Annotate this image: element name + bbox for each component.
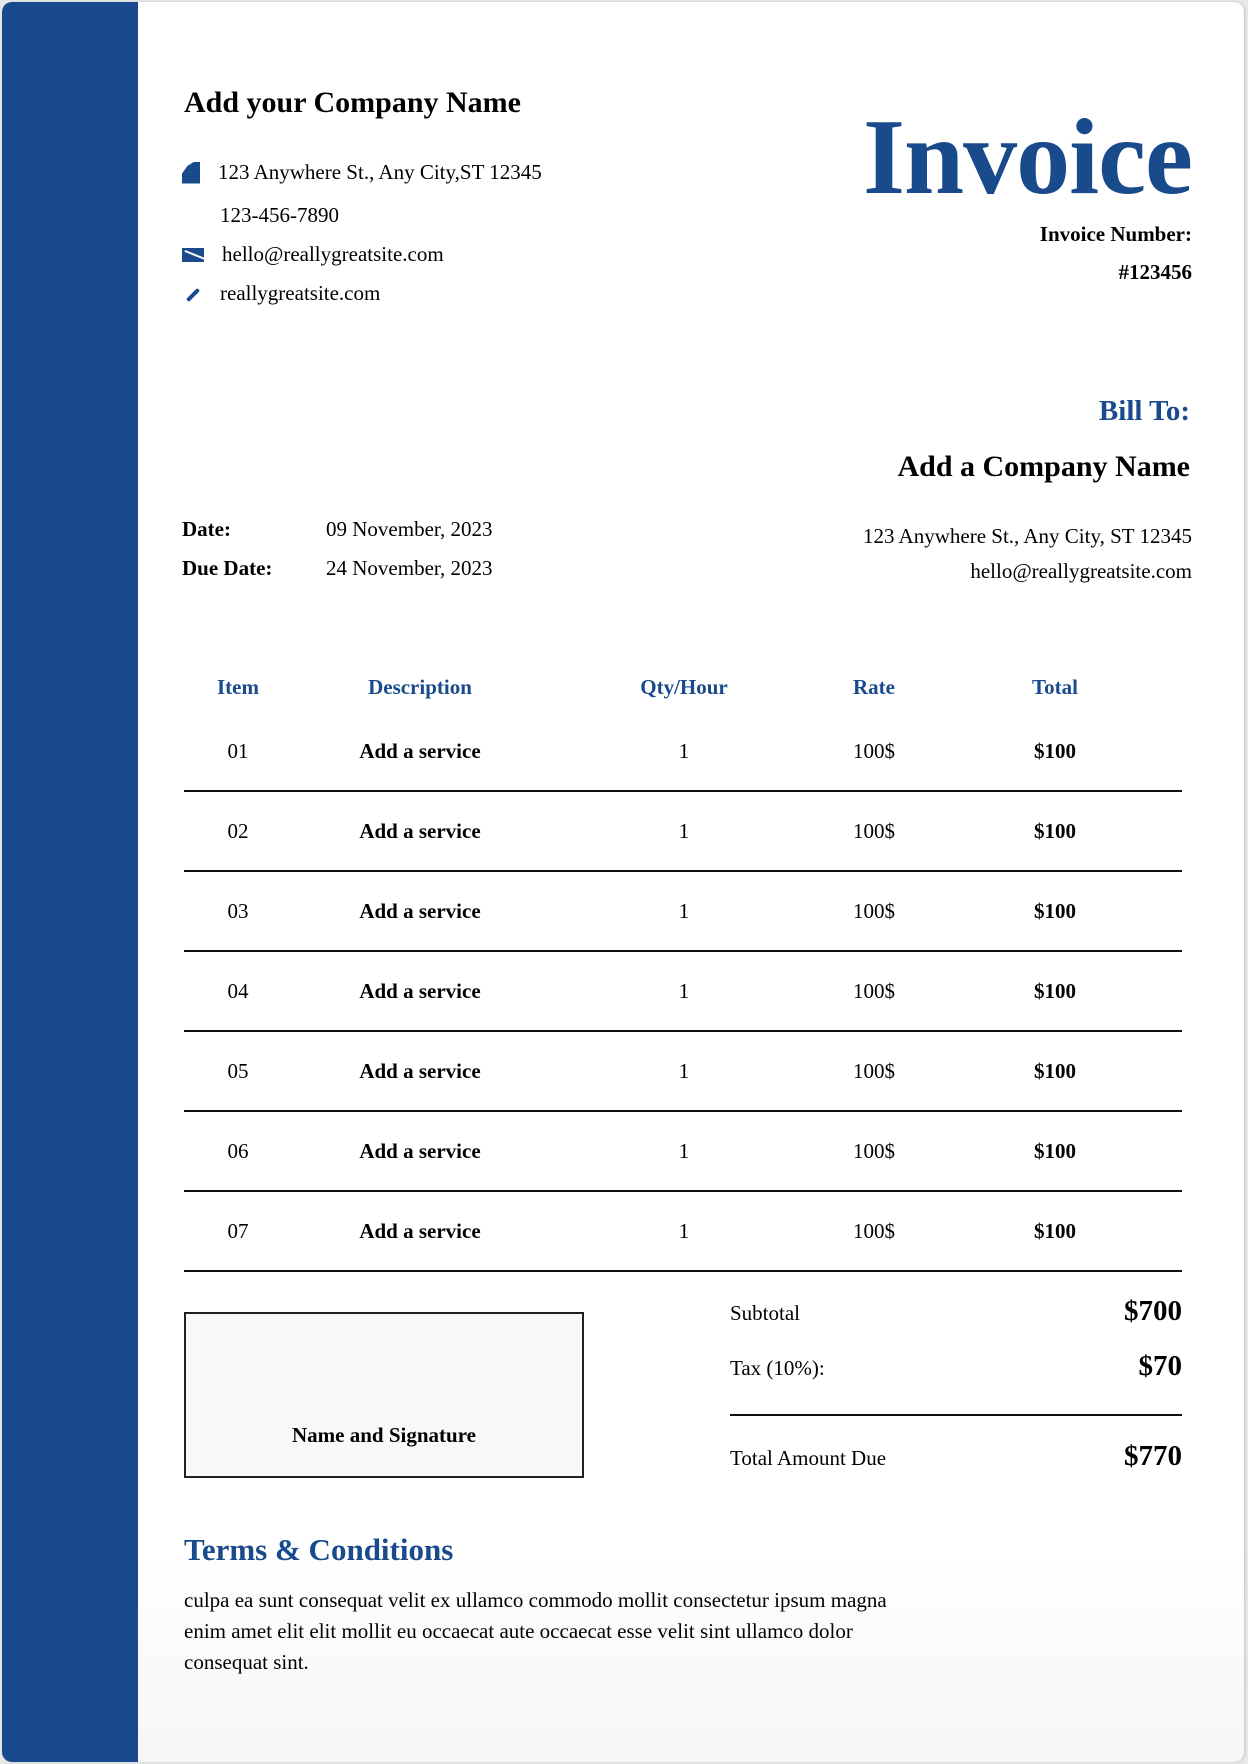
cell-total: $100 xyxy=(1034,978,1076,1003)
cell-total: $100 xyxy=(1034,1218,1076,1243)
cell-description: Add a service xyxy=(359,738,481,763)
tax-label: Tax (10%): xyxy=(730,1356,825,1380)
cell-total: $100 xyxy=(1034,738,1076,763)
phone-icon xyxy=(182,206,202,226)
cell-description: Add a service xyxy=(359,818,481,843)
cell-rate: 100$ xyxy=(853,818,895,843)
accent-side-bar xyxy=(2,2,138,1762)
total-due-row xyxy=(730,1440,1182,1473)
cell-qty: 1 xyxy=(678,818,690,843)
cell-rate: 100$ xyxy=(853,978,895,1003)
total-due-label: Total Amount Due xyxy=(730,1446,887,1470)
cell-qty: 1 xyxy=(678,1138,690,1163)
table-row xyxy=(184,712,1182,792)
table-row xyxy=(184,792,1182,872)
invoice-number-value: #123456 xyxy=(1118,260,1192,284)
cell-rate: 100$ xyxy=(853,1138,895,1163)
tax-row xyxy=(730,1350,1182,1383)
signature-label: Name and Signature xyxy=(292,1423,476,1447)
cell-rate: 100$ xyxy=(853,1058,895,1083)
bill-to-company: Add a Company Name xyxy=(897,450,1190,483)
tax-value: $70 xyxy=(1138,1350,1182,1382)
line-items-table xyxy=(184,662,1182,1272)
subtotal-row xyxy=(730,1295,1182,1328)
date-value: 09 November, 2023 xyxy=(326,517,493,541)
terms-title: Terms & Conditions xyxy=(184,1532,454,1567)
contact-address-text: 123 Anywhere St., Any City,ST 12345 xyxy=(218,160,542,184)
cell-description: Add a service xyxy=(359,898,481,923)
cell-item: 02 xyxy=(227,818,249,843)
table-row xyxy=(184,1192,1182,1272)
bill-to-email[interactable]: hello@reallygreatsite.com xyxy=(970,559,1192,583)
web-icon xyxy=(182,284,202,304)
cell-qty: 1 xyxy=(678,738,690,763)
contact-website-text[interactable]: reallygreatsite.com xyxy=(220,281,381,305)
due-date-label: Due Date: xyxy=(182,556,273,580)
contact-phone-text: 123-456-7890 xyxy=(220,203,339,227)
cell-rate: 100$ xyxy=(853,898,895,923)
contact-email xyxy=(182,242,444,267)
subtotal-label: Subtotal xyxy=(730,1301,801,1325)
table-row xyxy=(184,952,1182,1032)
subtotal-value: $700 xyxy=(1124,1295,1182,1327)
cell-item: 06 xyxy=(227,1138,249,1163)
cell-qty: 1 xyxy=(678,978,690,1003)
cell-qty: 1 xyxy=(678,1218,690,1243)
total-due-value: $770 xyxy=(1124,1440,1182,1472)
cell-description: Add a service xyxy=(359,1218,481,1243)
invoice-number-label: Invoice Number: xyxy=(1039,222,1192,246)
location-pin-icon xyxy=(182,162,200,184)
cell-item: 07 xyxy=(227,1218,249,1243)
cell-description: Add a service xyxy=(359,1058,481,1083)
contact-address xyxy=(182,160,542,185)
contact-website xyxy=(182,281,380,306)
cell-qty: 1 xyxy=(678,898,690,923)
invoice-page xyxy=(2,2,1244,1762)
cell-total: $100 xyxy=(1034,898,1076,923)
cell-total: $100 xyxy=(1034,1058,1076,1083)
contact-phone xyxy=(182,203,339,228)
due-date-value: 24 November, 2023 xyxy=(326,556,493,580)
cell-description: Add a service xyxy=(359,978,481,1003)
company-name: Add your Company Name xyxy=(184,86,521,119)
table-row xyxy=(184,1032,1182,1112)
table-row xyxy=(184,1112,1182,1192)
header-rate: Rate xyxy=(853,674,895,699)
terms-body: culpa ea sunt consequat velit ex ullamco commodo mollit consectetur ipsum magna enim amet elit elit mollit eu occaecat aute occaecat esse velit sint ullamco dolor consequat sint. xyxy=(184,1588,887,1674)
header-total: Total xyxy=(1032,674,1078,699)
cell-total: $100 xyxy=(1034,1138,1076,1163)
bill-to-address: 123 Anywhere St., Any City, ST 12345 xyxy=(862,524,1192,548)
cell-qty: 1 xyxy=(678,1058,690,1083)
invoice-title: Invoice xyxy=(863,98,1192,217)
signature-box[interactable] xyxy=(184,1312,584,1478)
cell-description: Add a service xyxy=(359,1138,481,1163)
cell-rate: 100$ xyxy=(853,1218,895,1243)
cell-total: $100 xyxy=(1034,818,1076,843)
mail-icon xyxy=(182,248,204,262)
cell-item: 05 xyxy=(227,1058,249,1083)
contact-email-text[interactable]: hello@reallygreatsite.com xyxy=(222,242,444,266)
cell-item: 01 xyxy=(227,738,249,763)
date-label: Date: xyxy=(182,517,231,541)
header-description: Description xyxy=(368,674,472,699)
table-row xyxy=(184,872,1182,952)
cell-item: 03 xyxy=(227,898,249,923)
totals-divider xyxy=(730,1414,1182,1416)
bill-to-label: Bill To: xyxy=(1098,395,1190,427)
header-qty: Qty/Hour xyxy=(640,674,728,699)
cell-item: 04 xyxy=(227,978,249,1003)
cell-rate: 100$ xyxy=(853,738,895,763)
header-item: Item xyxy=(217,674,259,699)
table-header xyxy=(184,662,1182,712)
